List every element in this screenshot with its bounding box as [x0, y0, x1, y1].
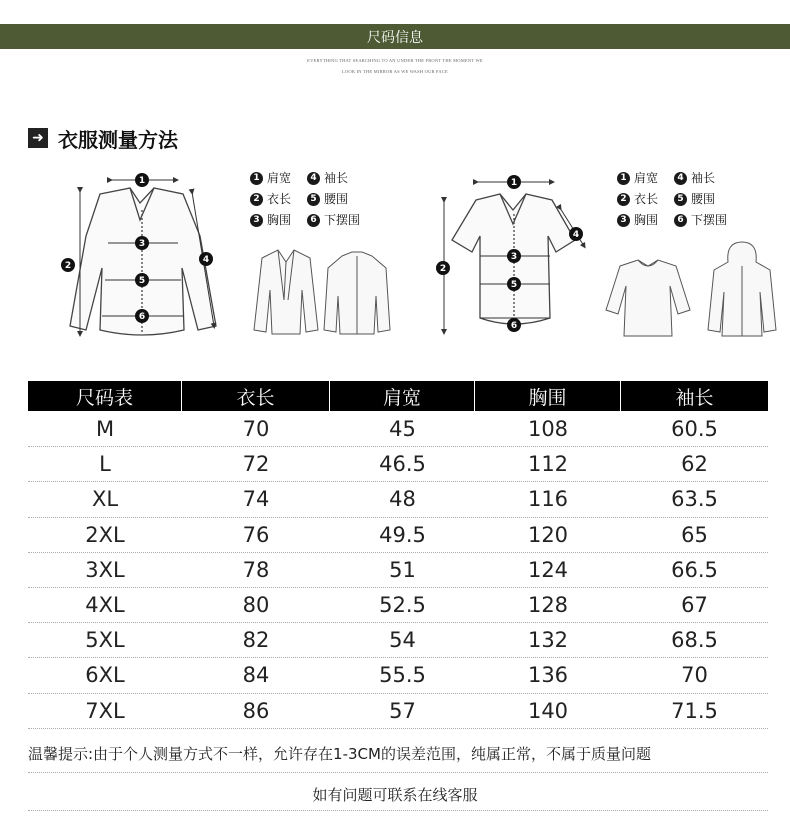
- sleeve-cell: 63.5: [671, 487, 718, 512]
- mark-3: 3: [138, 239, 146, 249]
- badge-icon: 5: [307, 193, 320, 206]
- table-row: [28, 658, 768, 693]
- length-cell: 84: [242, 663, 270, 688]
- badge-icon: 1: [250, 172, 263, 185]
- legend-label: 衣长: [267, 192, 292, 206]
- table-row: [28, 553, 768, 588]
- blazer-drawing: [254, 250, 318, 334]
- badge-icon: 6: [307, 214, 320, 227]
- tip-note: 温馨提示:由于个人测量方式不一样，允许存在1-3CM的误差范围，纯属正常，不属于质量问题: [28, 745, 651, 763]
- measurement-legend-right: [617, 168, 731, 231]
- legend-label: 肩宽: [634, 171, 659, 185]
- chest-cell: 128: [527, 593, 569, 618]
- size-table-body: [28, 412, 768, 729]
- chest-cell: 108: [527, 417, 569, 442]
- legend-label: 衣长: [634, 192, 659, 206]
- legend-label: 袖长: [324, 171, 349, 185]
- mark-1: 1: [510, 178, 518, 188]
- size-cell: M: [95, 417, 115, 442]
- legend-label: 下摆围: [324, 213, 361, 227]
- banner-title: 尺码信息: [367, 29, 423, 46]
- shoulder-cell: 54: [389, 628, 416, 653]
- mark-4: 4: [202, 255, 210, 265]
- legend-label: 下摆围: [691, 213, 728, 227]
- legend-label: 袖长: [691, 171, 716, 185]
- header-length: 衣长: [182, 381, 330, 411]
- jacket-drawing: [324, 252, 390, 334]
- table-row: [28, 518, 768, 553]
- sleeve-cell: 68.5: [671, 628, 718, 653]
- size-cell: 7XL: [85, 698, 125, 723]
- sweater-drawing: [606, 260, 690, 336]
- sleeve-cell: 67: [681, 593, 708, 618]
- divider: [28, 772, 768, 773]
- length-cell: 86: [242, 698, 270, 723]
- length-cell: 82: [242, 628, 270, 653]
- size-cell: 5XL: [85, 628, 125, 653]
- badge-icon: 4: [674, 172, 687, 185]
- shoulder-cell: 57: [389, 698, 416, 723]
- sleeve-cell: 65: [681, 522, 708, 547]
- legend-label: 胸围: [634, 213, 659, 227]
- length-cell: 74: [242, 487, 270, 512]
- mark-5: 5: [138, 276, 146, 286]
- chest-cell: 124: [527, 557, 569, 582]
- badge-icon: 2: [250, 193, 263, 206]
- table-row: [28, 412, 768, 447]
- mark-6: 6: [138, 312, 146, 322]
- length-cell: 80: [242, 593, 270, 618]
- arrow-right-icon: ➜: [28, 128, 48, 148]
- badge-icon: 4: [307, 172, 320, 185]
- hoodie-drawing: [708, 242, 776, 336]
- size-cell: XL: [91, 487, 119, 512]
- chest-cell: 112: [527, 452, 569, 477]
- header-size: 尺码表: [28, 381, 182, 411]
- banner-subtitle-line1: EVERYTHING THAT SEARCHING TO AN UNDER THE FRONT THE MOMENT WE: [307, 58, 483, 63]
- size-cell: 4XL: [85, 593, 125, 618]
- banner-subtitle-line2: LOOK IN THE MIRROR AS WE WASH OUR FACE: [341, 69, 449, 74]
- size-table-header: [28, 381, 768, 411]
- chest-cell: 116: [527, 487, 569, 512]
- size-cell: 3XL: [85, 557, 125, 582]
- sleeve-cell: 62: [681, 452, 708, 477]
- size-cell: 2XL: [85, 522, 125, 547]
- size-info-banner: [0, 24, 790, 49]
- table-row: [28, 623, 768, 658]
- size-cell: 6XL: [85, 663, 125, 688]
- mark-2: 2: [439, 264, 447, 274]
- measure-method-heading: [28, 124, 178, 152]
- mark-5: 5: [510, 280, 518, 290]
- divider: [28, 810, 768, 811]
- table-row: [28, 694, 768, 729]
- chest-cell: 140: [527, 698, 569, 723]
- shoulder-cell: 48: [389, 487, 416, 512]
- header-sleeve: 袖长: [675, 386, 714, 409]
- shoulder-cell: 55.5: [379, 663, 426, 688]
- badge-icon: 3: [617, 214, 630, 227]
- length-cell: 78: [242, 557, 270, 582]
- shoulder-cell: 45: [389, 417, 416, 442]
- sleeve-cell: 70: [681, 663, 708, 688]
- mark-4: 4: [572, 230, 580, 240]
- badge-icon: 5: [674, 193, 687, 206]
- sleeve-cell: 60.5: [671, 417, 718, 442]
- shoulder-cell: 51: [389, 557, 416, 582]
- mark-1: 1: [138, 176, 146, 186]
- shoulder-cell: 46.5: [379, 452, 426, 477]
- legend-label: 腰围: [691, 192, 716, 206]
- table-row: [28, 482, 768, 517]
- mark-6: 6: [510, 321, 518, 331]
- table-row: [28, 588, 768, 623]
- shoulder-cell: 49.5: [379, 522, 426, 547]
- length-cell: 72: [242, 452, 270, 477]
- mark-3: 3: [510, 252, 518, 262]
- badge-icon: 1: [617, 172, 630, 185]
- legend-label: 腰围: [324, 192, 349, 206]
- legend-label: 胸围: [267, 213, 292, 227]
- header-chest: 胸围: [475, 381, 621, 411]
- badge-icon: 3: [250, 214, 263, 227]
- legend-label: 肩宽: [267, 171, 292, 185]
- table-row: [28, 447, 768, 482]
- shoulder-cell: 52.5: [379, 593, 426, 618]
- sleeve-cell: 66.5: [671, 557, 718, 582]
- contact-note: 如有问题可联系在线客服: [312, 786, 478, 804]
- size-cell: L: [99, 452, 111, 477]
- length-cell: 70: [242, 417, 270, 442]
- chest-cell: 136: [527, 663, 569, 688]
- chest-cell: 120: [527, 522, 569, 547]
- mark-2: 2: [64, 261, 72, 271]
- badge-icon: 6: [674, 214, 687, 227]
- measurement-legend-left: [250, 168, 364, 231]
- section-title: 衣服测量方法: [58, 127, 178, 152]
- badge-icon: 2: [617, 193, 630, 206]
- sleeve-cell: 71.5: [671, 698, 718, 723]
- chest-cell: 132: [527, 628, 569, 653]
- header-shoulder: 肩宽: [330, 381, 475, 411]
- length-cell: 76: [242, 522, 270, 547]
